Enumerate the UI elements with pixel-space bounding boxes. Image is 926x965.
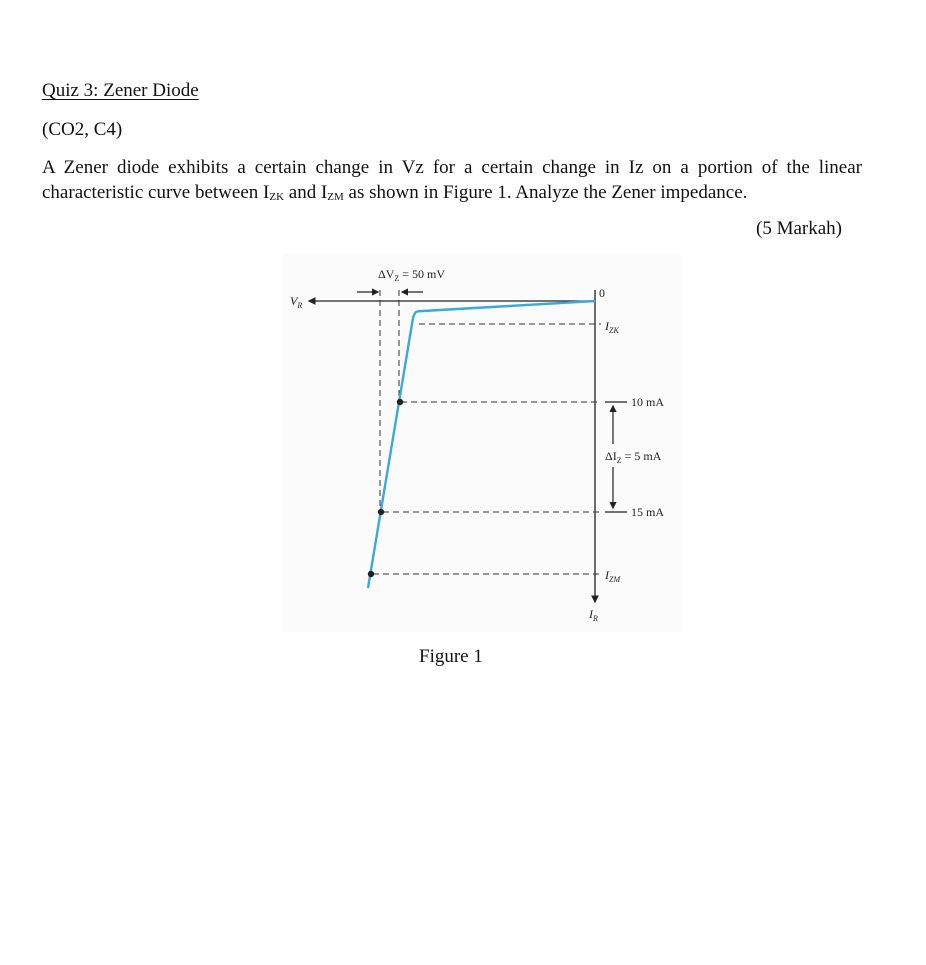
izm-subscript: ZM: [327, 191, 344, 203]
course-outcomes: (CO2, C4): [42, 119, 123, 140]
quiz-title: Quiz 3: Zener Diode: [42, 80, 199, 101]
question-part-1: A Zener diode exhibits a certain change in Vz for a certain change in Iz on a portion of the linear characteristic curve between I: [42, 157, 862, 203]
point-15ma: [378, 509, 384, 515]
marks-label: (5 Markah): [756, 218, 842, 239]
delta-iz-label: $\Delta I_Z = 5$ mA: [605, 449, 662, 465]
15ma-label: 15 mA: [631, 505, 664, 519]
question-part-2: and I: [284, 182, 328, 203]
point-10ma: [397, 399, 403, 405]
point-izm: [368, 571, 374, 577]
10ma-label: 10 mA: [631, 395, 664, 409]
question-text: [42, 155, 862, 205]
origin-label: 0: [599, 286, 605, 300]
figure-caption: Figure 1: [419, 646, 483, 667]
ir-label: $I_R$: [589, 607, 598, 623]
zener-characteristic-curve: [368, 301, 595, 588]
vr-label: $V_R$: [290, 294, 303, 310]
zener-characteristic-figure: [283, 254, 681, 632]
delta-vz-label: $\Delta V_Z = 50$ mV: [378, 267, 446, 283]
question-part-3: as shown in Figure 1. Analyze the Zener impedance.: [343, 182, 748, 203]
izk-label: $I_{ZK}$: [605, 319, 619, 335]
izk-subscript: ZK: [269, 191, 285, 203]
izm-label: $I_{ZM}$: [605, 568, 621, 584]
